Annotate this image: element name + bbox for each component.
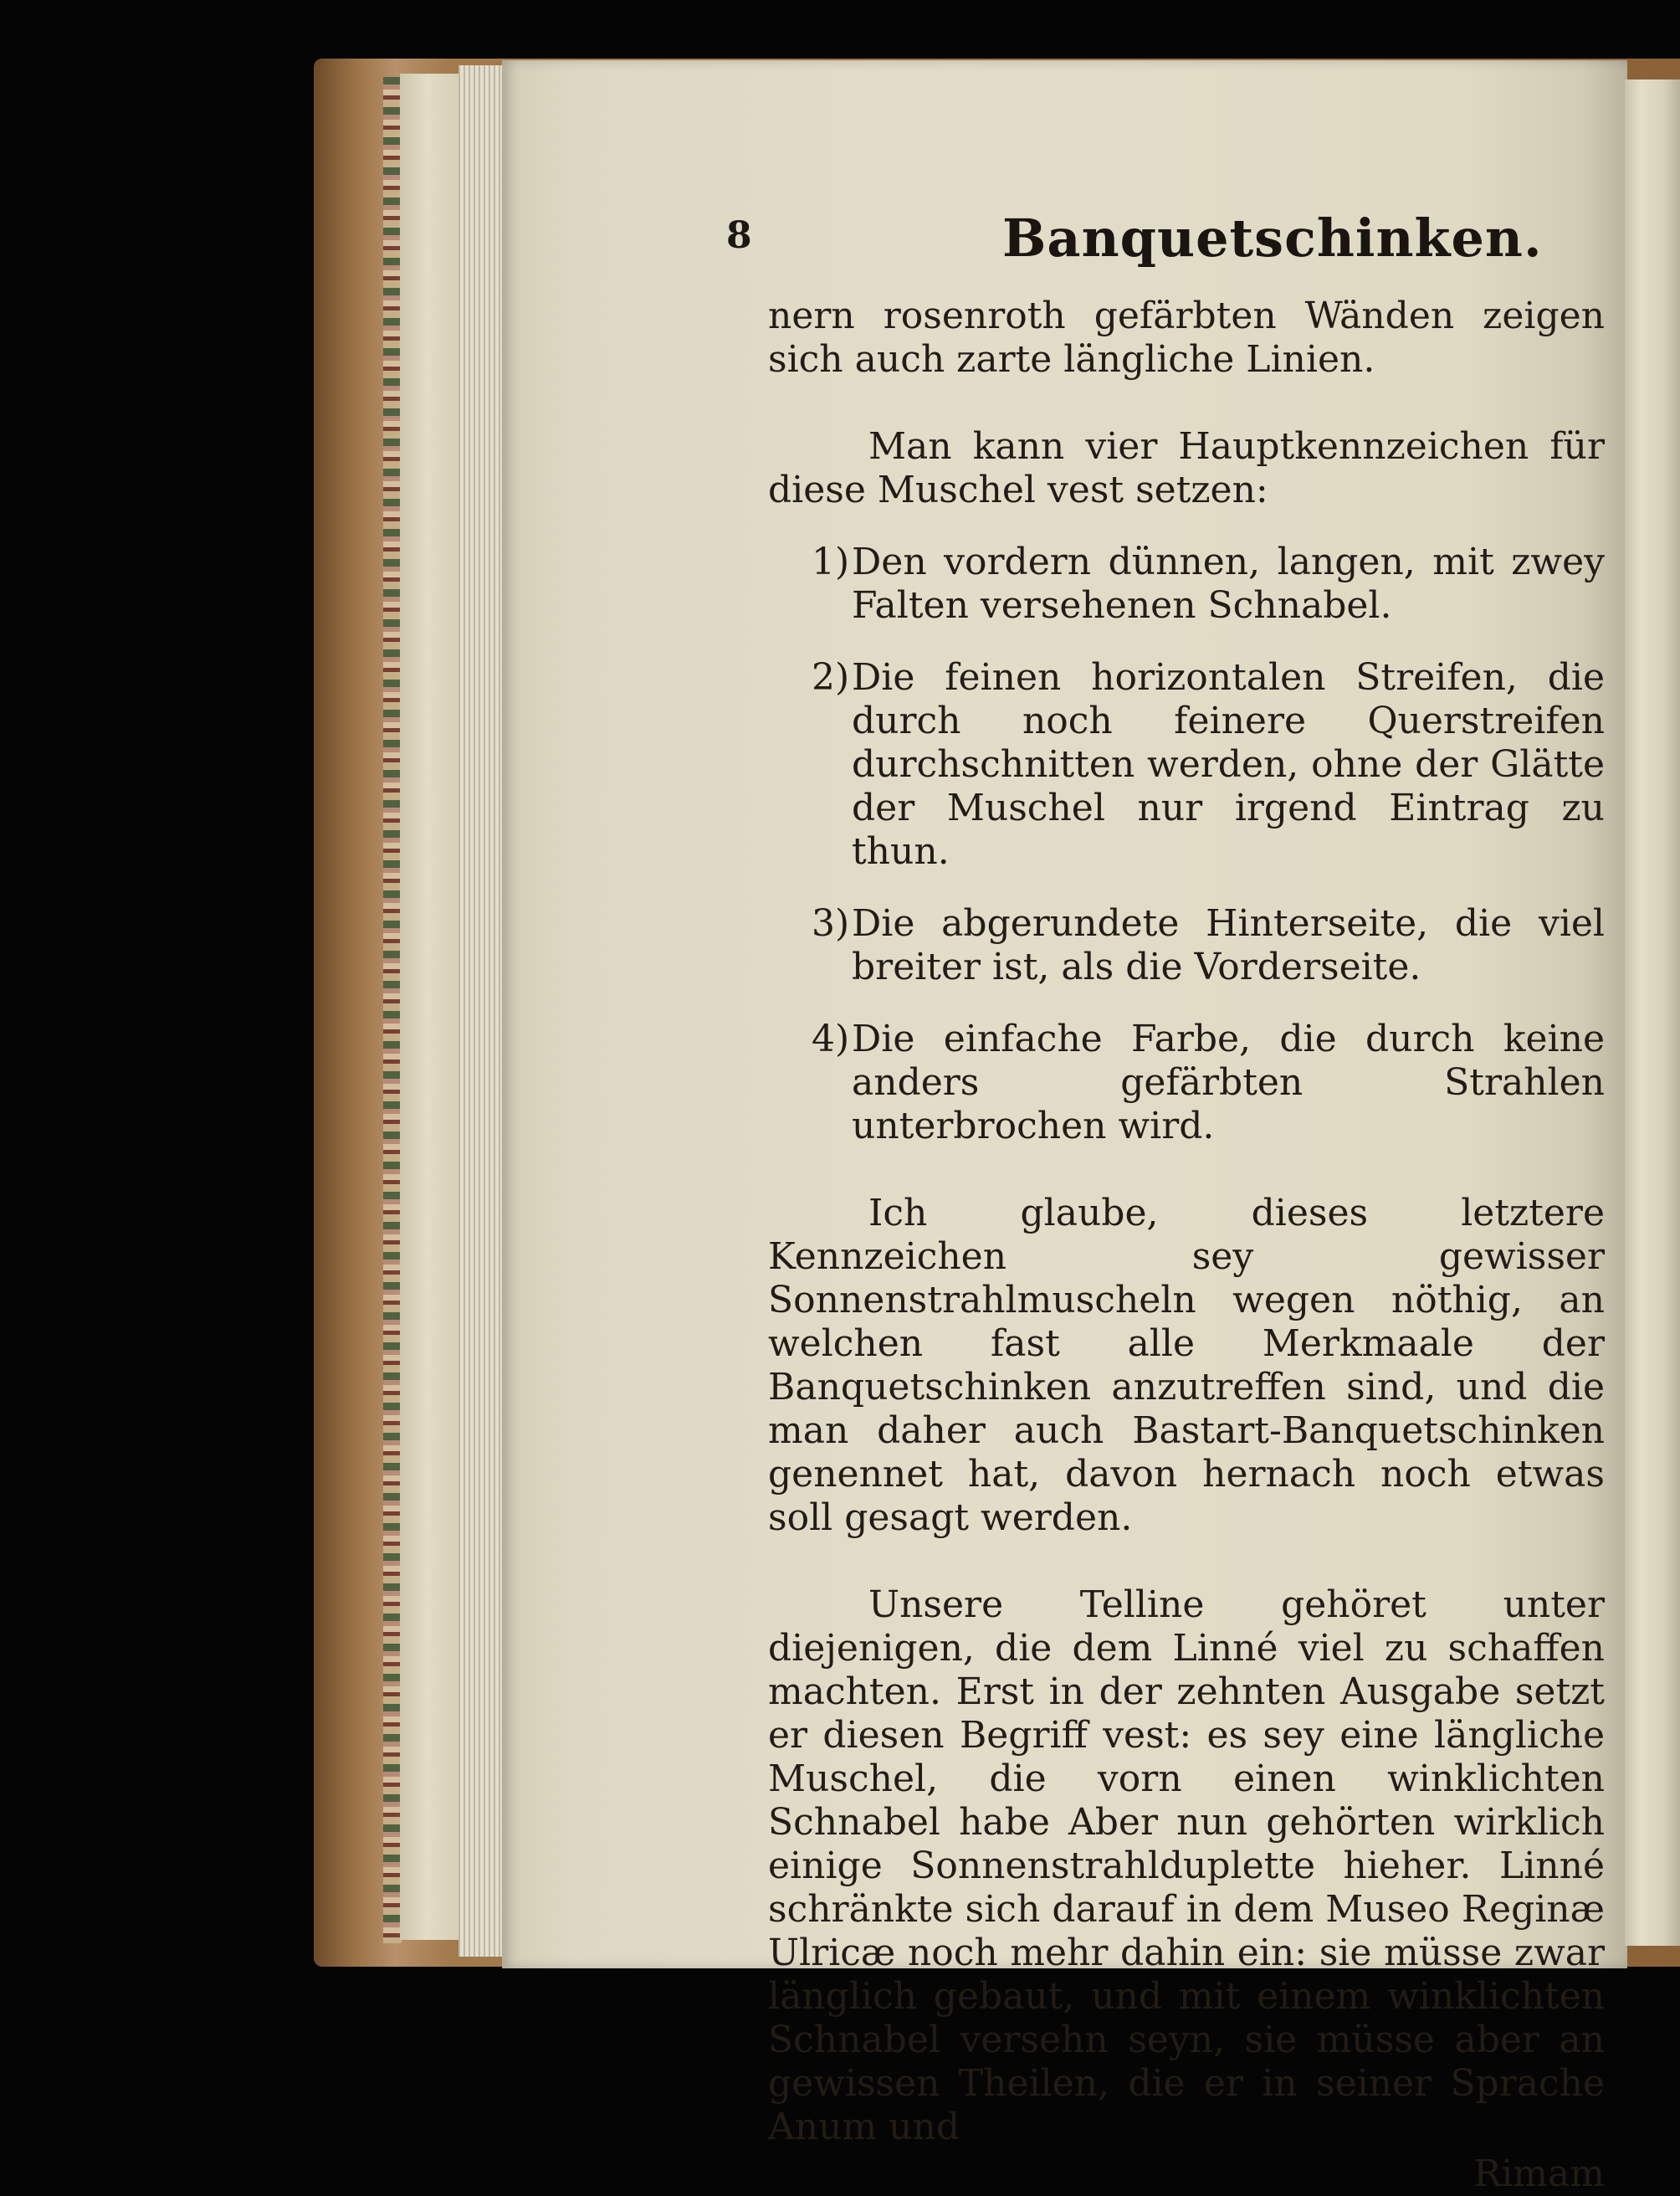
list-item <box>768 1018 1605 1148</box>
page-edges <box>458 65 509 1957</box>
page-header <box>726 208 1605 274</box>
list-number: 4) <box>812 1018 850 1060</box>
flyleaf <box>400 74 467 1940</box>
body-text <box>768 295 1605 2196</box>
paragraph: Ich glaube, dieses letztere Kennzeichen sey gewisser Sonnenstrahlmuscheln wegen nöthig, an welchen fast alle Merkmaale der Banquetschinken anzutreffen sind, und die man daher auch Bastart-Banquetschinken genennet hat, davon hernach noch etwas soll gesagt werden. <box>768 1192 1605 1539</box>
list-number: 3) <box>812 902 850 945</box>
paragraph: nern rosenroth gefärbten Wänden zeigen sich auch zarte längliche Linien. <box>768 295 1605 381</box>
list-number: 2) <box>812 656 850 699</box>
list-number: 1) <box>812 541 850 583</box>
list-item <box>768 902 1605 989</box>
list-text: Den vordern dünnen, langen, mit zwey Falten versehenen Schnabel. <box>852 541 1605 627</box>
catchword: Rimam <box>1473 2152 1605 2195</box>
list-item <box>768 656 1605 874</box>
list-item <box>768 541 1605 628</box>
paragraph: Unsere Telline gehöret unter diejenigen, die dem Linné viel zu schaffen machten. Erst in der zehnten Ausgabe setzt er diesen Begriff vest: es sey eine längliche Muschel, die vorn einen winklichten Schnabel habe Aber nun gehörten wirklich einige Sonnenstrahlduplette hieher. Linné schränkte sich darauf in dem Museo Reginæ Ulricæ noch mehr dahin ein: sie müsse zwar länglich gebaut, und mit einem winklichten Schnabel versehn seyn, sie müsse aber an gewissen Theilen, die er in seiner Sprache Anum und <box>768 1583 1605 2148</box>
page-number: 8 <box>726 214 752 257</box>
running-title: Banquetschinken. <box>1002 208 1543 269</box>
list-text: Die einfache Farbe, die durch keine anders gefärbten Strahlen unterbrochen wird. <box>852 1018 1605 1147</box>
list-text: Die feinen horizontalen Streifen, die durch noch feinere Querstreifen durchschnitten werden, ohne der Glätte der Muschel nur irgend Eintrag zu thun. <box>852 656 1605 873</box>
next-page-edge <box>1625 80 1680 1946</box>
paragraph: Man kann vier Hauptkennzeichen für diese Muschel vest setzen: <box>768 425 1605 511</box>
list-text: Die abgerundete Hinterseite, die viel breiter ist, als die Vorderseite. <box>852 902 1605 988</box>
marbled-endpaper <box>383 77 402 1943</box>
